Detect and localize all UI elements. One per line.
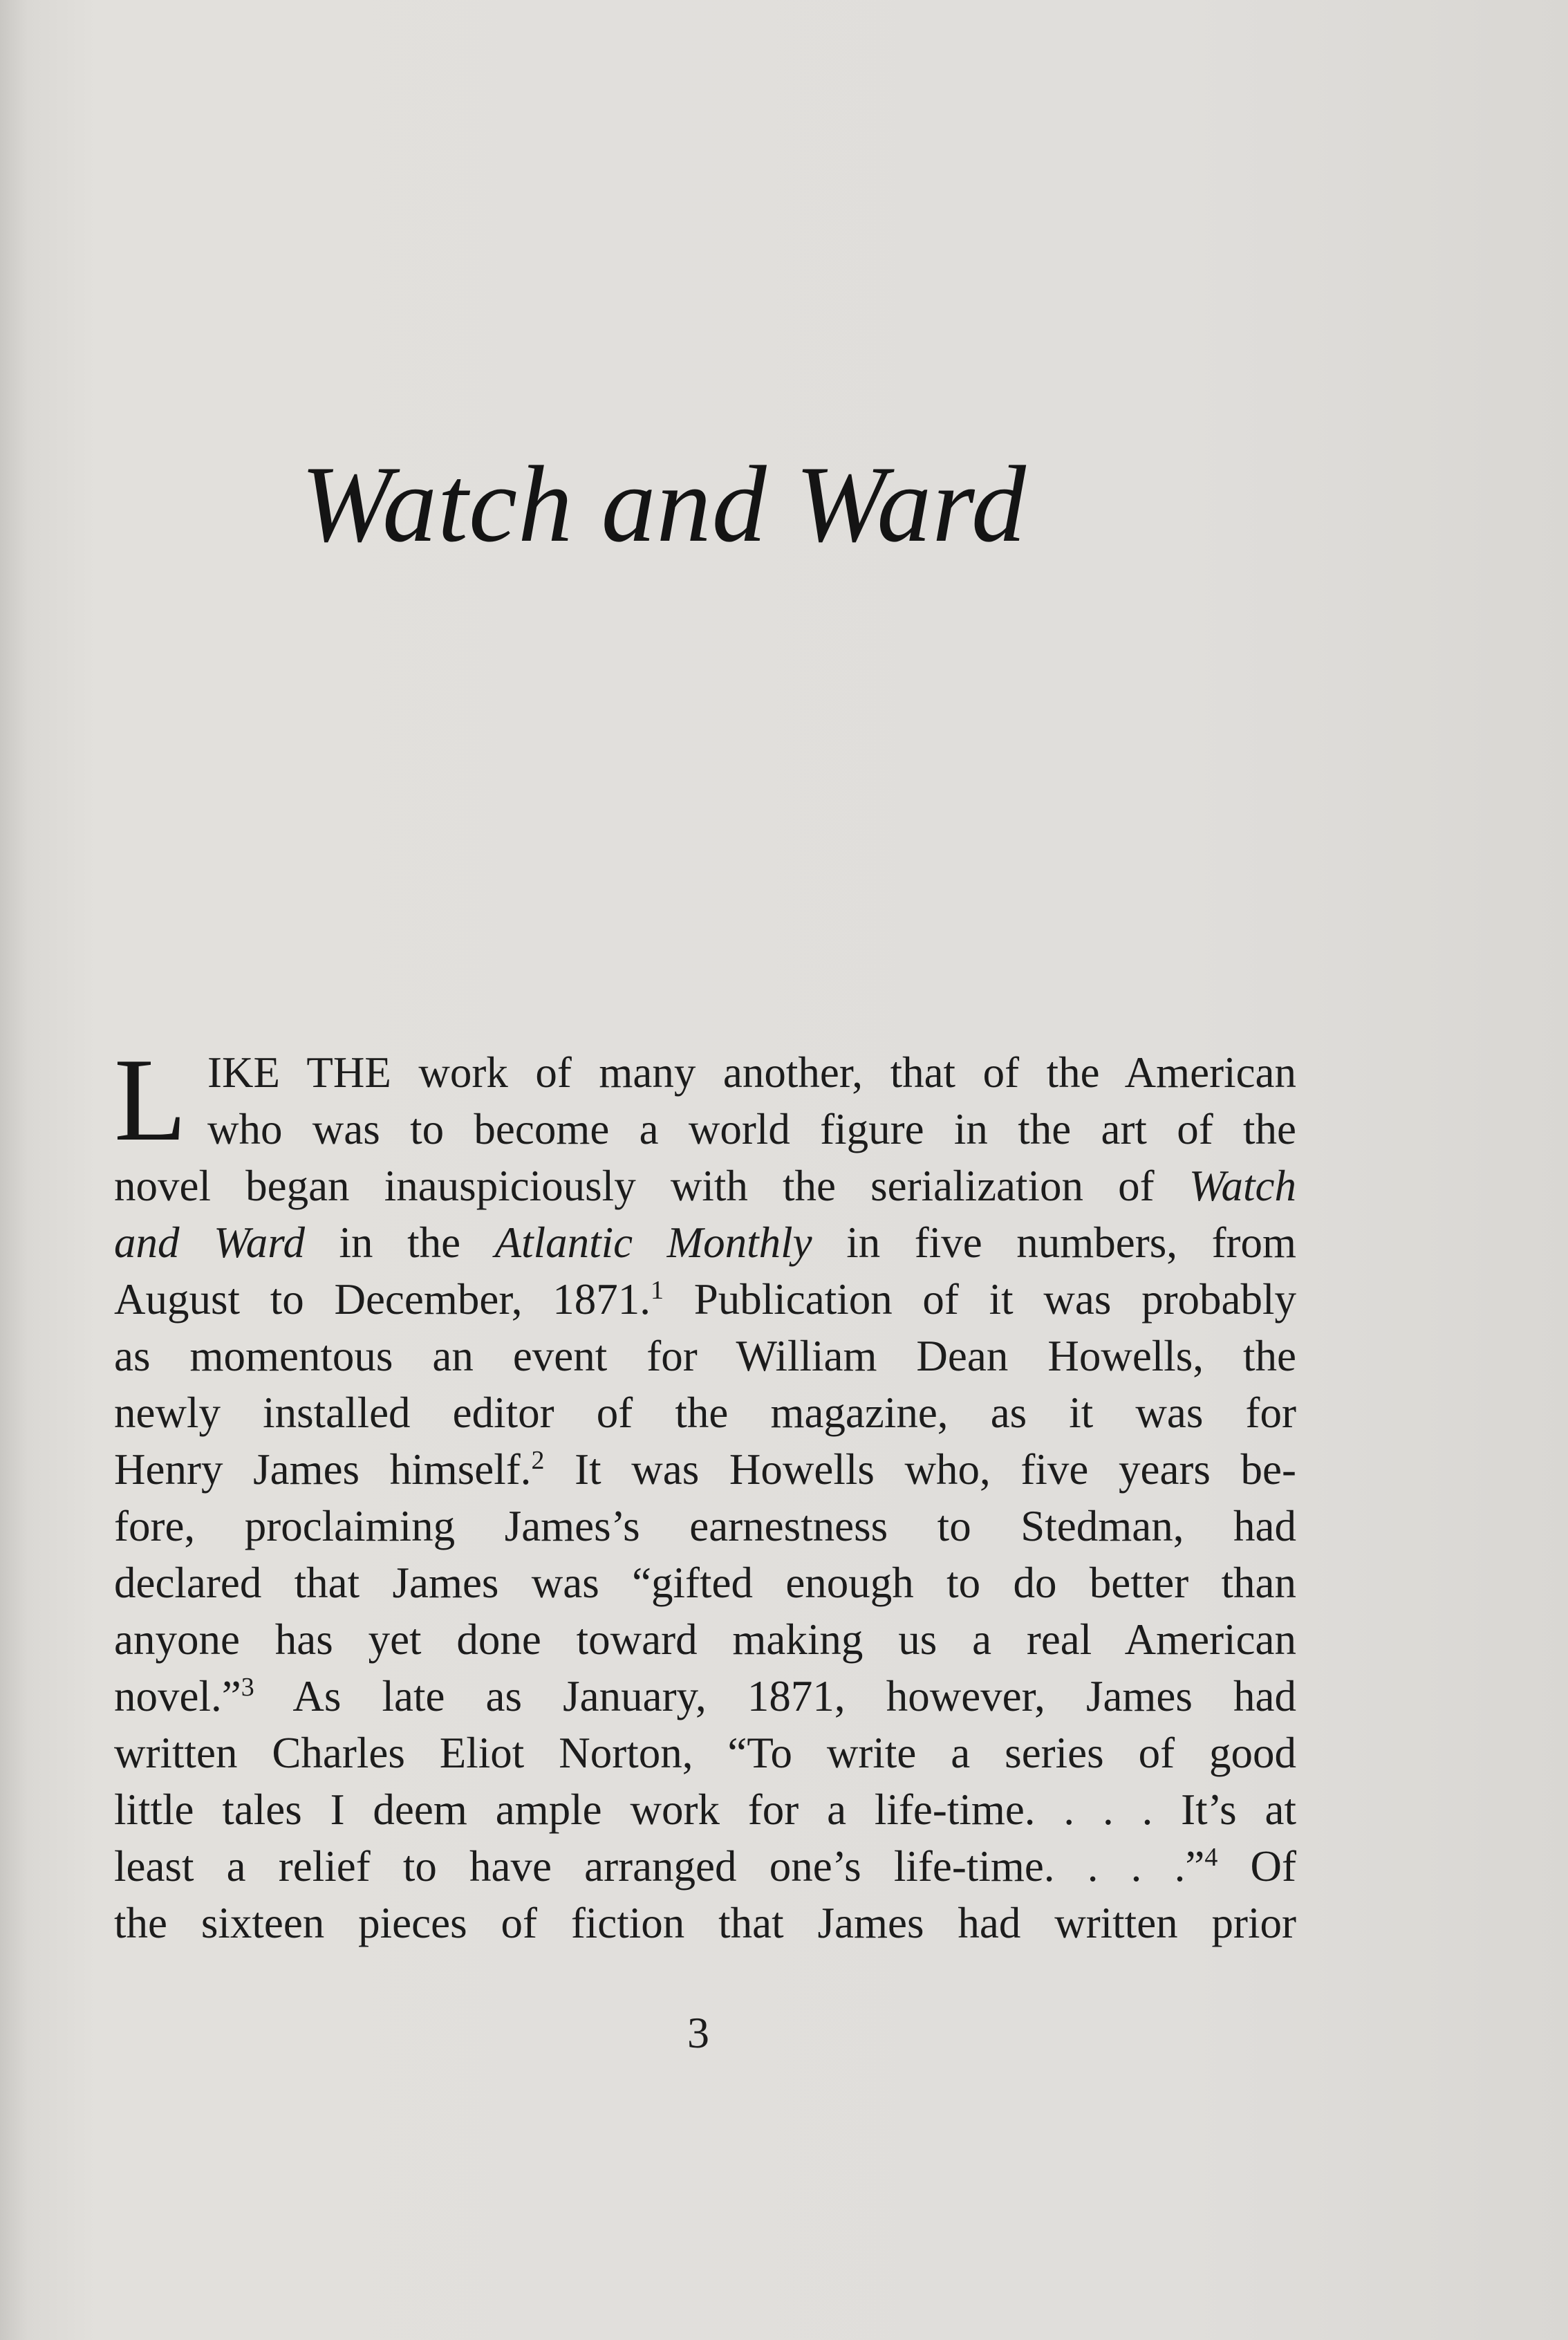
text-run: newly installed editor of the magazine, as it was for — [114, 1389, 1296, 1437]
footnote-marker: 3 — [241, 1673, 254, 1702]
body-paragraph — [114, 1034, 1297, 1951]
italic-magazine-run: Atlantic Monthly — [494, 1218, 812, 1267]
drop-cap: L — [114, 1034, 187, 1166]
text-run: August to December, 1871. — [114, 1275, 651, 1324]
text-run: as momentous an event for William Dean Howells, the — [114, 1332, 1296, 1380]
footnote-marker: 4 — [1204, 1843, 1218, 1872]
text-line — [114, 1158, 1296, 1214]
chapter-title: Watch and Ward — [301, 444, 1027, 565]
text-line — [114, 1384, 1296, 1441]
page-number: 3 — [687, 2008, 709, 2057]
text-run: least a relief to have arranged one’s life-time. . . .” — [114, 1842, 1205, 1891]
text-run: novel began inauspiciously with the serialization of — [114, 1162, 1155, 1210]
text-line — [114, 1101, 1296, 1158]
text-run: anyone has yet done toward making us a real American — [114, 1615, 1296, 1664]
text-run: As late as January, 1871, however, James had — [292, 1672, 1296, 1720]
text-line — [114, 1214, 1296, 1271]
text-line — [114, 1271, 1296, 1328]
text-line — [114, 1668, 1296, 1725]
text-line — [114, 1838, 1296, 1895]
text-run: in five numbers, from — [846, 1218, 1297, 1267]
text-line — [114, 1725, 1296, 1781]
text-line — [114, 1554, 1296, 1611]
text-run: Of — [1250, 1842, 1296, 1891]
text-run: IKE THE work of many another, that of the American — [207, 1048, 1296, 1097]
italic-title-run: Watch — [1188, 1162, 1296, 1210]
footnote-marker: 1 — [651, 1276, 664, 1305]
footnote-marker: 2 — [531, 1446, 545, 1475]
text-line — [114, 1441, 1296, 1498]
text-run: little tales I deem ample work for a life-time. . . . It’s at — [114, 1785, 1296, 1834]
text-run: novel.” — [114, 1672, 241, 1720]
text-line — [114, 1498, 1296, 1554]
text-run: fore, proclaiming James’s earnestness to Stedman, had — [114, 1502, 1296, 1550]
italic-title-run: and Ward — [114, 1218, 305, 1267]
text-run: in the — [339, 1218, 461, 1267]
text-line — [114, 1044, 1296, 1101]
text-run: written Charles Eliot Norton, “To write a series of good — [114, 1729, 1296, 1777]
text-run: It was Howells who, five years be- — [575, 1445, 1297, 1494]
text-run: Publication of it was probably — [693, 1275, 1297, 1324]
text-run: declared that James was “gifted enough to do better than — [114, 1559, 1296, 1607]
text-line — [114, 1328, 1296, 1384]
text-run: Henry James himself. — [114, 1445, 532, 1494]
text-run: the sixteen pieces of fiction that James had written prior — [114, 1899, 1296, 1947]
text-line — [114, 1895, 1296, 1951]
text-line — [114, 1781, 1296, 1838]
text-run: who was to become a world figure in the art of the — [207, 1105, 1296, 1153]
text-line — [114, 1611, 1296, 1668]
